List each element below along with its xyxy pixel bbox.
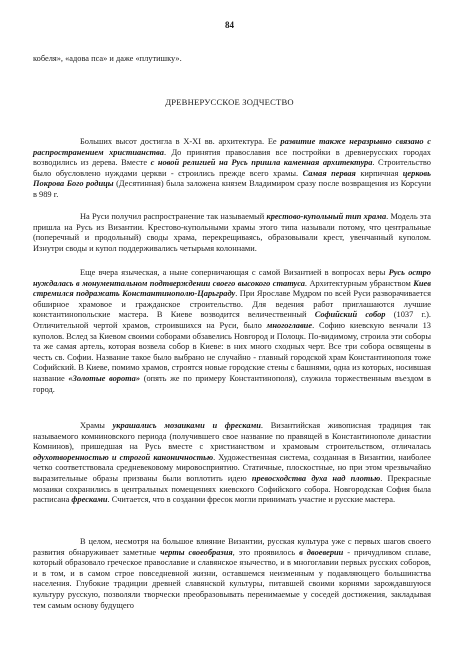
- emphasis-text: с новой религией на Русь пришла каменная архитектура: [150, 158, 373, 168]
- page-number: 84: [225, 20, 234, 30]
- intro-line: кобеля», «адова пса» и даже «плутишку».: [33, 54, 182, 63]
- emphasis-text: Софийский собор: [314, 310, 386, 320]
- body-text: (Десятинная) была заложена князем Владимиром сразу после возвращения из Корсуни в 989 г.: [33, 179, 431, 199]
- body-text: На Руси получил распространение так называемый: [80, 212, 267, 221]
- emphasis-text: в двоеверии: [299, 547, 344, 557]
- body-text: , это проявилось: [232, 547, 300, 557]
- body-text: . Византийская живописная традиция так называемого комниновского периода (получившего свое название по правящей в Константинополе династии Комнинов), пришедшая на Русь вместе с христианством и храмовым строительством, отличалась: [33, 421, 431, 452]
- emphasis-text: крестово-купольный тип храма: [266, 212, 387, 221]
- body-text: . Прекрасные мозаики сохранились в центральных помещениях киевского Софийского собора. Новгородская София была расписана: [33, 473, 431, 505]
- body-text: (опять же по примеру Константинополя), служила торжественным въездом в город.: [33, 373, 431, 394]
- paragraph-5: [33, 537, 431, 611]
- section-heading: ДРЕВНЕРУССКОЕ ЗОДЧЕСТВО: [165, 97, 294, 107]
- body-text: . При Ярославе Мудром по всей Руси разворачивается обширное храмовое и гражданское строительство. Для ведения работ приглашаются лучшие константинопольские мастера. В Киеве возводится величественный: [33, 289, 431, 320]
- body-text: (1037 г.). Отличительной чертой храмов, строившихся на Руси, было: [33, 310, 431, 330]
- emphasis-text: Самая первая: [302, 168, 356, 178]
- body-text: - причудливом сплаве, который образовало греческое православие и славянское язычество, и в многоглавии первых русских соборов, и в том, и в самом строе повседневной жизни, оставшемся неизменным у подавляющего большинства населения. Глубокие традиции древней славянской культуры, питавшей своими корнями зарождавшуюся культуру русскую, позволяли творчески преобразовывать перенимаемые у соседей достижения, закладывая тем самым основу будущего: [33, 547, 431, 610]
- emphasis-text: Киев стремился подражать Константинополю-Царьграду: [33, 278, 431, 299]
- emphasis-text: «Золотые ворота»: [68, 373, 141, 383]
- emphasis-text: фресками: [71, 495, 108, 505]
- body-text: Больших высот достигла в X-XI вв. архитектура. Ее: [80, 137, 281, 146]
- body-text: Храмы: [80, 421, 113, 430]
- body-text: В целом, несмотря на большое влияние Византии, русская культура уже с первых шагов своего развития обнаруживает заметные: [33, 537, 431, 557]
- paragraph-3: [33, 268, 431, 395]
- body-text: Еще вчера языческая, а ныне соперничающая с самой Византией в вопросах веры: [80, 268, 389, 277]
- emphasis-text: превосходства духа над плотью: [251, 473, 381, 483]
- body-text: . Софию киевскую венчали 13 куполов. Вслед за Киевом своими соборами обзавелись Новгород и Полоцк. По-видимому, строила эти соборы та же самая артель, которая возвела собор в Киеве: в них много сходных черт. Все три собора освящены в честь св. Софии. Название такое было выбрано не случайно - главный городской храм Константинополя тоже Софийский. В Киеве, помимо храмов, строятся новые городские стены с башнями, одна из которых, носившая название: [33, 320, 431, 383]
- body-text: кирпичная: [355, 168, 403, 178]
- emphasis-text: одухотворенностью и строгой каноничностью: [33, 452, 214, 462]
- emphasis-text: украшались мозаиками и фресками: [112, 421, 261, 430]
- body-text: . Архитектурным убранством: [304, 278, 414, 288]
- emphasis-text: Русь остро нуждалась в монументальном подтверждении своего высокого статуса: [33, 268, 431, 288]
- body-text: . Художественная система, созданная в Византии, наиболее четко соответствовала средневековому мировосприятию. Статичные, плоскостные, но при этом чрезвычайно выразительные образы призваны были воплотить идею: [33, 452, 431, 483]
- body-text: . Строительство было обусловлено нуждами церкви - строились прежде всего храмы.: [33, 158, 431, 178]
- emphasis-text: церковь Покрова Бого родицы: [33, 168, 431, 189]
- emphasis-text: развитие также неразрывно связано с распространением христианства: [33, 137, 431, 157]
- paragraph-2: [33, 212, 431, 254]
- body-text: . Считается, что в создании фресок могли принимать участие и русские мастера.: [107, 495, 396, 505]
- paragraph-4: [33, 421, 431, 506]
- body-text: . До принятия православия все постройки в древнерусских городах возводились из дерева. Вместе: [33, 147, 431, 168]
- emphasis-text: черты своеобразия: [160, 547, 233, 557]
- paragraph-1: [33, 137, 431, 201]
- emphasis-text: многоглавие: [266, 320, 313, 330]
- body-text: . Модель эта пришла на Русь из Византии. Крестово-купольными храмы этого типа называли потому, что центральные (поперечный и продольный) своды храма, перекрещиваясь, образовывали крест, увенчанный куполом. Изнутри своды и купол поддерживались четырьмя колоннами.: [33, 212, 431, 253]
